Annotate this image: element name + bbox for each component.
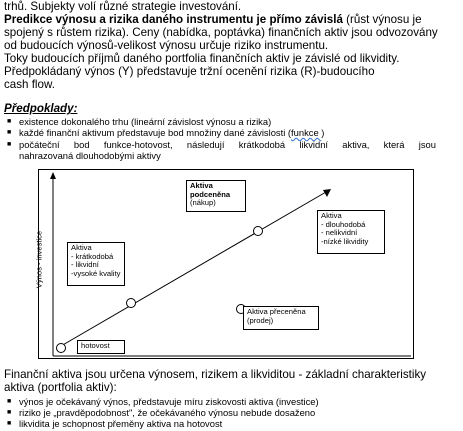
- bottom-item-2: ■ riziko je „pravděpodobnost", že očekávaného výnosu nebude dosaženo: [7, 407, 316, 418]
- bottom-line-2: aktiva (portfolia aktiv):: [4, 381, 117, 394]
- bottom-line-1: Finanční aktiva jsou určena výnosem, rizikem a likviditou - základní charakteristiky: [4, 368, 427, 381]
- bullet-icon: ■: [7, 420, 12, 427]
- text-line-predikce: [4, 13, 422, 26]
- predpoklady-heading: Předpoklady:: [4, 102, 78, 115]
- y-axis-arrow-icon: [50, 172, 56, 179]
- predpoklady-item-2: ■ každé finanční aktivum představuje bod množiny dané závislosti (funkce ): [7, 127, 325, 138]
- box-aktiva-kratkodoba: Aktiva - krátkodobá - likvidní -vysoké kvality: [67, 242, 125, 286]
- bullet-icon: ■: [7, 141, 12, 148]
- y-axis-label-wrap: [33, 220, 45, 300]
- predpoklady-item-1: ■ existence dokonalého trhu (lineární závislost výnosu a rizika): [7, 116, 272, 127]
- text-line-5: Toky budoucích příjmů daného portfolia finančních aktiv je závislé od likvidity.: [4, 52, 400, 65]
- bottom-item-1: ■ výnos je očekávaný výnos, představuje míru ziskovosti aktiva (investice): [7, 396, 319, 407]
- bottom-item-3: ■ likvidita je schopnost přeměny aktiva na hotovost: [7, 418, 223, 429]
- bullet-icon: ■: [7, 398, 12, 405]
- box-hotovost: hotovost: [77, 340, 125, 354]
- predikce-rest: (růst výnosu je: [342, 13, 422, 26]
- bullet-icon: ■: [7, 118, 12, 125]
- node-kratkodoba: [126, 298, 136, 308]
- predpoklady-item-3-cont: nahrazovaná dlouhodobými aktivy: [19, 150, 161, 161]
- text-line-3: spojený s růstem rizika). Ceny (nabídka, poptávka) finančních aktiv jsou odvozovány: [4, 26, 438, 39]
- predikce-bold: Predikce výnosu a rizika daného instrumentu je přímo závislá: [4, 13, 343, 26]
- text-line-1: trhů. Subjekty volí různé strategie investování.: [4, 0, 242, 13]
- box-aktiva-dlouhodoba: Aktiva - dlouhodobá - nelikvidní -nízké likvidity: [317, 210, 385, 254]
- box-aktiva-precenena: Aktiva přeceněna (prodej): [243, 306, 319, 330]
- text-line-4: od budoucích výnosů-velikost výnosu určuje riziko instrumentu.: [4, 39, 329, 52]
- text-line-6: Předpokládaný výnos (Y) představuje tržní ocenění rizika (R)-budoucího: [4, 65, 375, 78]
- node-podcenena: [253, 226, 263, 236]
- y-axis-label: Výnos - investice: [34, 230, 44, 289]
- node-hotovost: [56, 343, 66, 353]
- text-line-7: cash flow.: [4, 78, 55, 91]
- box-aktiva-podcenena: Aktiva podceněna (nákup): [186, 180, 246, 212]
- bullet-icon: ■: [7, 409, 12, 416]
- predpoklady-item-3: ■ počáteční bod funkce-hotovost, následují krátkodobá likvidní aktiva, která jsou: [7, 139, 436, 150]
- bullet-icon: ■: [7, 129, 12, 136]
- risk-return-diagram: [34, 169, 414, 359]
